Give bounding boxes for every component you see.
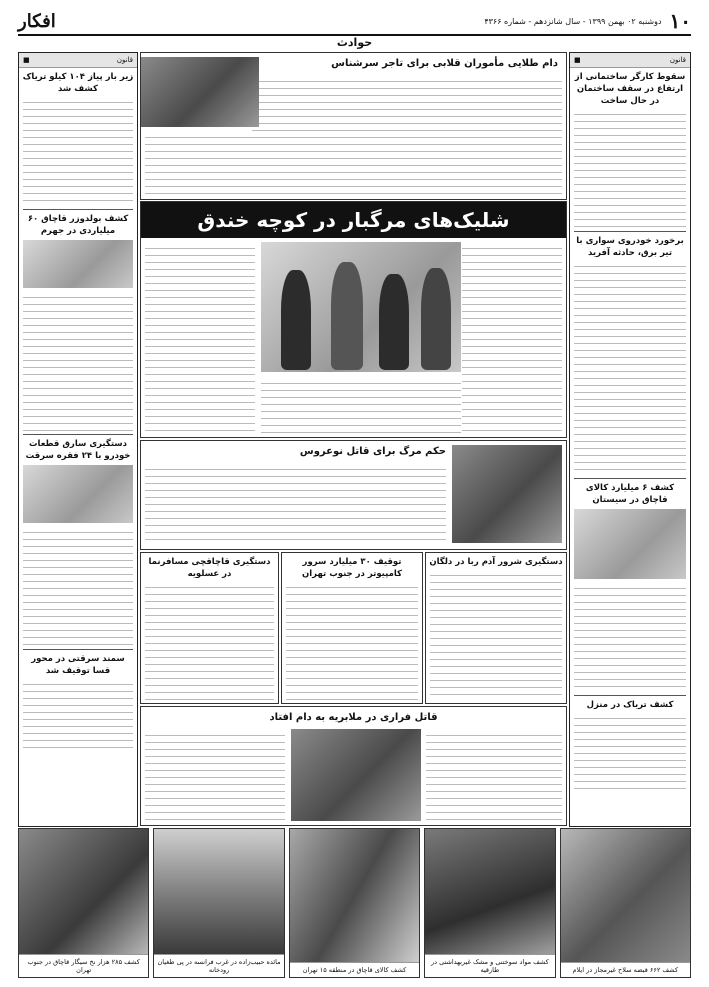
- article-body: [145, 463, 446, 545]
- article-photo: [452, 445, 562, 543]
- article-body: [574, 108, 686, 228]
- row-article-b: [281, 552, 423, 704]
- headline: کشف تریاک در منزل: [586, 700, 674, 710]
- strip-photo: [289, 828, 420, 978]
- top-article: [140, 52, 567, 200]
- photo-caption: کشف کالای قاچاق در منطقه ۱۵ تهران: [290, 962, 419, 977]
- photo-caption: مائده حبیب‌زاده در غرب فرانسه در پی طغیان رودخانه: [154, 954, 283, 977]
- masthead: [18, 8, 691, 36]
- strip-photo: [153, 828, 284, 978]
- headline: توقیف ۳۰ میلیارد سرور کامپیوتر در جنوب تهران: [301, 557, 402, 579]
- strip-photo: [18, 828, 149, 978]
- article-body: [145, 242, 255, 432]
- row-article-c: [140, 552, 279, 704]
- article-body: [574, 260, 686, 475]
- headline: زیر بار پیاز ۱۰۴ کیلو تریاک کشف شد: [22, 72, 134, 94]
- newspaper-logo: افکار: [18, 10, 56, 32]
- photo-strip: [18, 828, 691, 978]
- article-body: [252, 75, 562, 195]
- headline: کشف ۶ میلیارد کالای قاچاق در سیستان: [585, 483, 675, 505]
- mid-article: [140, 440, 567, 550]
- date-line: دوشنبه ۰۲ بهمن ۱۳۹۹ - سال شانزدهم - شماره ۴۳۶۶: [484, 16, 662, 26]
- feature-article: [140, 201, 567, 438]
- photo-caption: کشف مواد سوختنی و مشک غیربهداشتی در طارقیه: [425, 954, 554, 977]
- article-photo: [141, 57, 259, 127]
- page-number: ۱۰: [669, 9, 691, 33]
- article-photo: [23, 465, 133, 523]
- article-body: [462, 242, 562, 432]
- left-column: قانون ■ زیر بار پیاز ۱۰۴ کیلو تریاک کشف شد کشف بولدوزر قاچاق ۶۰ میلیاردی در جهرم دستگیری سارق قطعات خودرو با ۲۴ فقره سرقت سمند سرقتی در محور قسا توقیف شد: [18, 52, 138, 827]
- article-body: [23, 96, 133, 206]
- headline: برخورد خودروی سواری با تیر برق، حادثه آفرید: [576, 236, 684, 258]
- photo-caption: کشف ۲۸۵ هزار نخ سیگار قاچاق در جنوب تهران: [19, 954, 148, 977]
- strip-photo: [560, 828, 691, 978]
- article-photo: [291, 729, 421, 821]
- headline: حکم مرگ برای قاتل نوعروس: [299, 446, 446, 457]
- photo-caption: کشف ۶۶۲ قبضه سلاح غیرمجاز در ایلام: [561, 962, 690, 977]
- feature-headline: شلیک‌های مرگبار در کوچه خندق: [141, 202, 566, 238]
- headline: دام طلایی مأموران قلابی برای تاجر سرشناس: [331, 58, 558, 69]
- headline: سمند سرقتی در محور قسا توقیف شد: [31, 654, 125, 676]
- headline: دستگیری شرور آدم ربا در دلگان: [429, 557, 563, 567]
- headline: کشف بولدوزر قاچاق ۶۰ میلیاردی در جهرم: [27, 214, 129, 236]
- article-body: [23, 678, 133, 748]
- feature-photo: [261, 242, 461, 372]
- article-body: [23, 526, 133, 646]
- section-title: حوادث: [336, 36, 373, 49]
- column-label: قانون: [116, 56, 133, 64]
- headline: دستگیری سارق قطعات خودرو با ۲۴ فقره سرقت: [25, 439, 131, 461]
- article-body: [23, 291, 133, 431]
- bulldozer-photo: [23, 240, 133, 288]
- headline: دستگیری قاچاقچی مسافرنما در عسلویه: [148, 557, 271, 579]
- strip-photo: [424, 828, 555, 978]
- column-label: قانون: [669, 56, 686, 64]
- headline: سقوط کارگر ساختمانی از ارتفاع در سقف ساختمان در حال ساخت: [574, 72, 686, 106]
- article-photo: [574, 509, 686, 579]
- article-body: [574, 582, 686, 692]
- row-article-a: [425, 552, 567, 704]
- headline: قاتل فراری در ملابریه به دام افتاد: [269, 712, 438, 723]
- article-body: [574, 712, 686, 792]
- right-column: قانون ■ سقوط کارگر ساختمانی از ارتفاع در سقف ساختمان در حال ساخت برخورد خودروی سواری با تیر برق، حادثه آفرید کشف ۶ میلیارد کالای قاچاق در سیستان کشف تریاک در منزل: [569, 52, 691, 827]
- bottom-article: [140, 706, 567, 826]
